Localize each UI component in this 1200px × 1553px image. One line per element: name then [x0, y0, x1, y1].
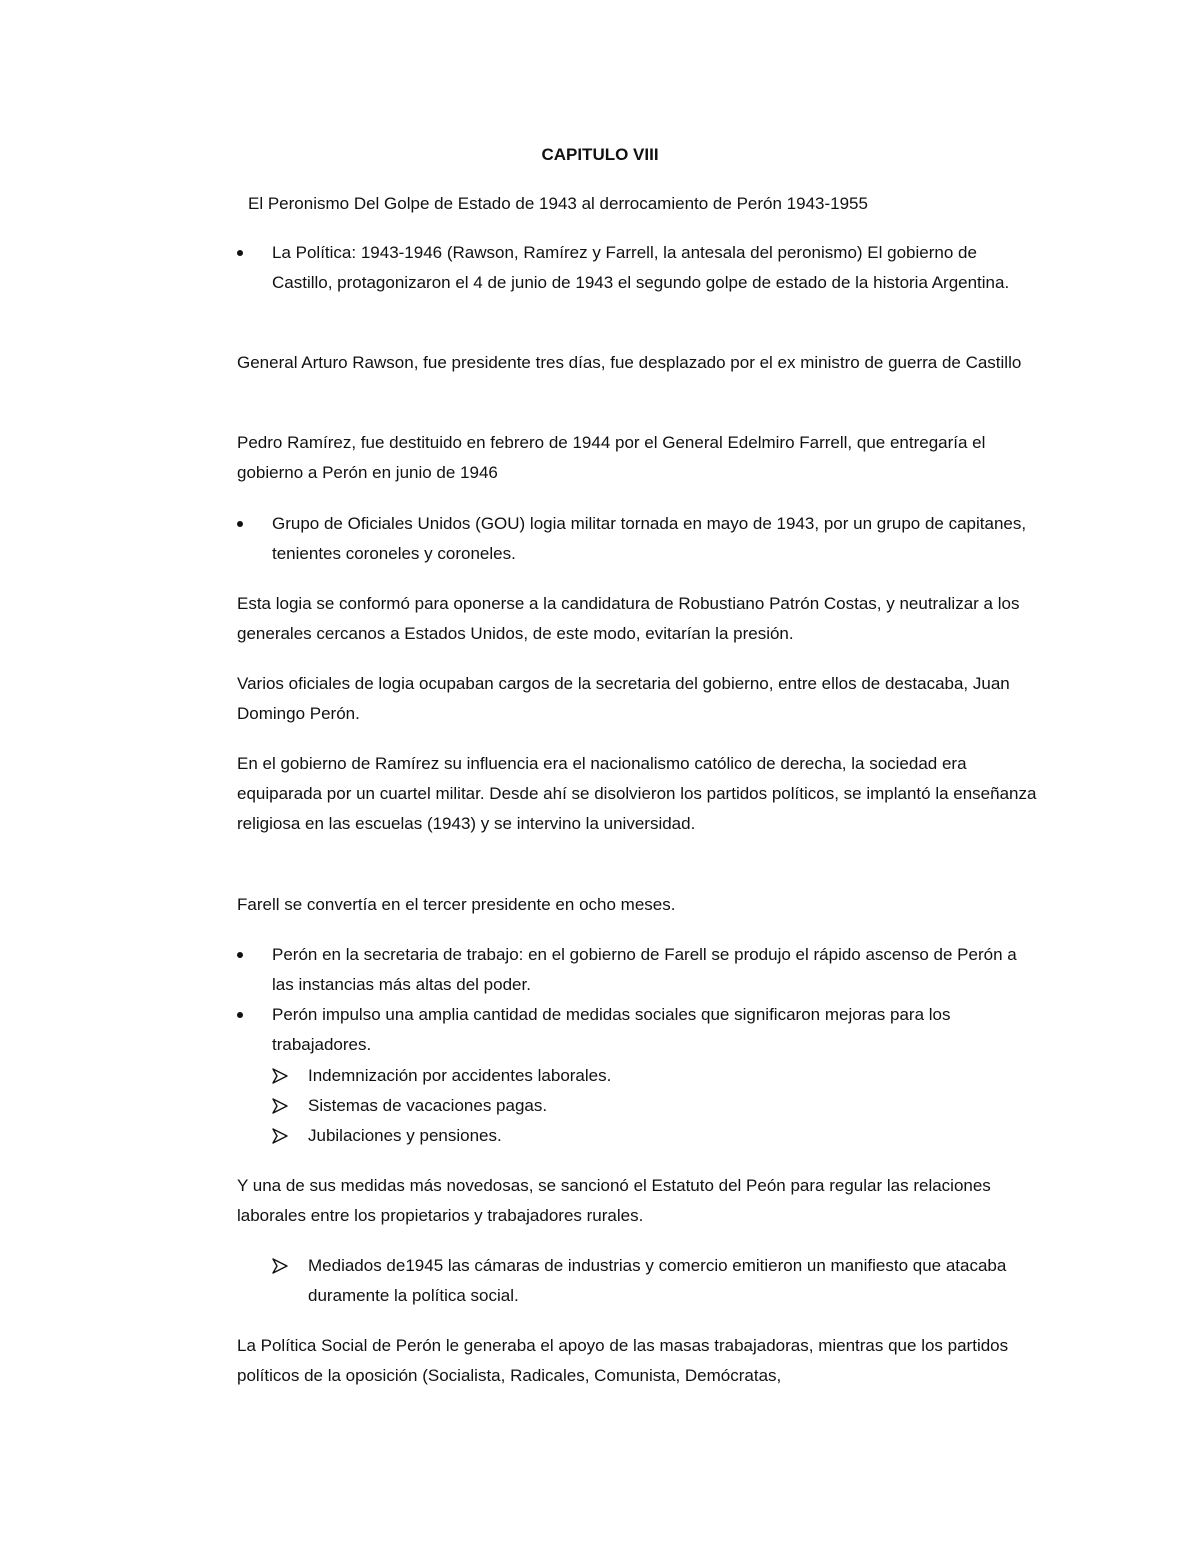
- paragraph-logia: Esta logia se conformó para oponerse a la candidatura de Robustiano Patrón Costas, y neutralizar a los generales cercanos a Estados Unidos, de este modo, evitarían la presión.: [237, 594, 1020, 643]
- paragraph-estatuto: Y una de sus medidas más novedosas, se sancionó el Estatuto del Peón para regular las relaciones laborales entre los propietarios y trabajadores rurales.: [237, 1176, 991, 1225]
- bullet-dot-icon: [237, 952, 243, 958]
- bullet-dot-icon: [237, 521, 243, 527]
- bullet-politica: [237, 238, 1037, 298]
- bullet-secretaria-text: Perón en la secretaria de trabajo: en el gobierno de Farell se produjo el rápido ascenso de Perón a las instancias más altas del poder.: [272, 945, 1017, 994]
- sub-item-text: Jubilaciones y pensiones.: [308, 1126, 502, 1145]
- bullet-dot-icon: [237, 250, 243, 256]
- chapter-title: CAPITULO VIII: [541, 145, 659, 164]
- bullet-secretaria: [237, 940, 1037, 1000]
- bullet-gou: [237, 509, 1037, 569]
- sub-item: [272, 1091, 1037, 1121]
- bullet-impulso: [237, 1000, 1037, 1060]
- arrow-item-mediados-text: Mediados de1945 las cámaras de industrias y comercio emitieron un manifiesto que atacaba duramente la política social.: [308, 1256, 1007, 1305]
- sub-item-text: Indemnización por accidentes laborales.: [308, 1066, 612, 1085]
- arrowhead-bullet-icon: [272, 1098, 288, 1114]
- bullet-dot-icon: [237, 1012, 243, 1018]
- paragraph-oficiales: Varios oficiales de logia ocupaban cargos de la secretaria del gobierno, entre ellos de destacaba, Juan Domingo Perón.: [237, 674, 1010, 723]
- bullet-politica-text: La Política: 1943-1946 (Rawson, Ramírez y Farrell, la antesala del peronismo) El gobierno de Castillo, protagonizaron el 4 de junio de 1943 el segundo golpe de estado de la historia Argentina.: [272, 243, 1010, 292]
- sub-item: [272, 1061, 1037, 1091]
- arrowhead-bullet-icon: [272, 1258, 288, 1274]
- arrow-item-mediados: [272, 1251, 1037, 1311]
- bullet-impulso-text: Perón impulso una amplia cantidad de medidas sociales que significaron mejoras para los trabajadores.: [272, 1005, 951, 1054]
- paragraph-gobierno-ramirez: En el gobierno de Ramírez su influencia era el nacionalismo católico de derecha, la sociedad era equiparada por un cuartel militar. Desde ahí se disolvieron los partidos políticos, se implantó la enseñanza religiosa en las escuelas (1943) y se intervino la universidad.: [237, 754, 1037, 833]
- chapter-subtitle: El Peronismo Del Golpe de Estado de 1943 al derrocamiento de Perón 1943-1955: [248, 194, 868, 213]
- paragraph-ramirez: Pedro Ramírez, fue destituido en febrero de 1944 por el General Edelmiro Farrell, que entregaría el gobierno a Perón en junio de 1946: [237, 433, 986, 482]
- paragraph-rawson: General Arturo Rawson, fue presidente tres días, fue desplazado por el ex ministro de guerra de Castillo: [237, 353, 1022, 372]
- paragraph-farell: Farell se convertía en el tercer presidente en ocho meses.: [237, 895, 676, 914]
- paragraph-politica-social: La Política Social de Perón le generaba el apoyo de las masas trabajadoras, mientras que los partidos políticos de la oposición (Socialista, Radicales, Comunista, Demócratas,: [237, 1336, 1009, 1385]
- bullet-gou-text: Grupo de Oficiales Unidos (GOU) logia militar tornada en mayo de 1943, por un grupo de capitanes, tenientes coroneles y coroneles.: [272, 514, 1027, 563]
- sub-item: [272, 1121, 1037, 1151]
- sub-item-text: Sistemas de vacaciones pagas.: [308, 1096, 548, 1115]
- arrowhead-bullet-icon: [272, 1068, 288, 1084]
- arrowhead-bullet-icon: [272, 1128, 288, 1144]
